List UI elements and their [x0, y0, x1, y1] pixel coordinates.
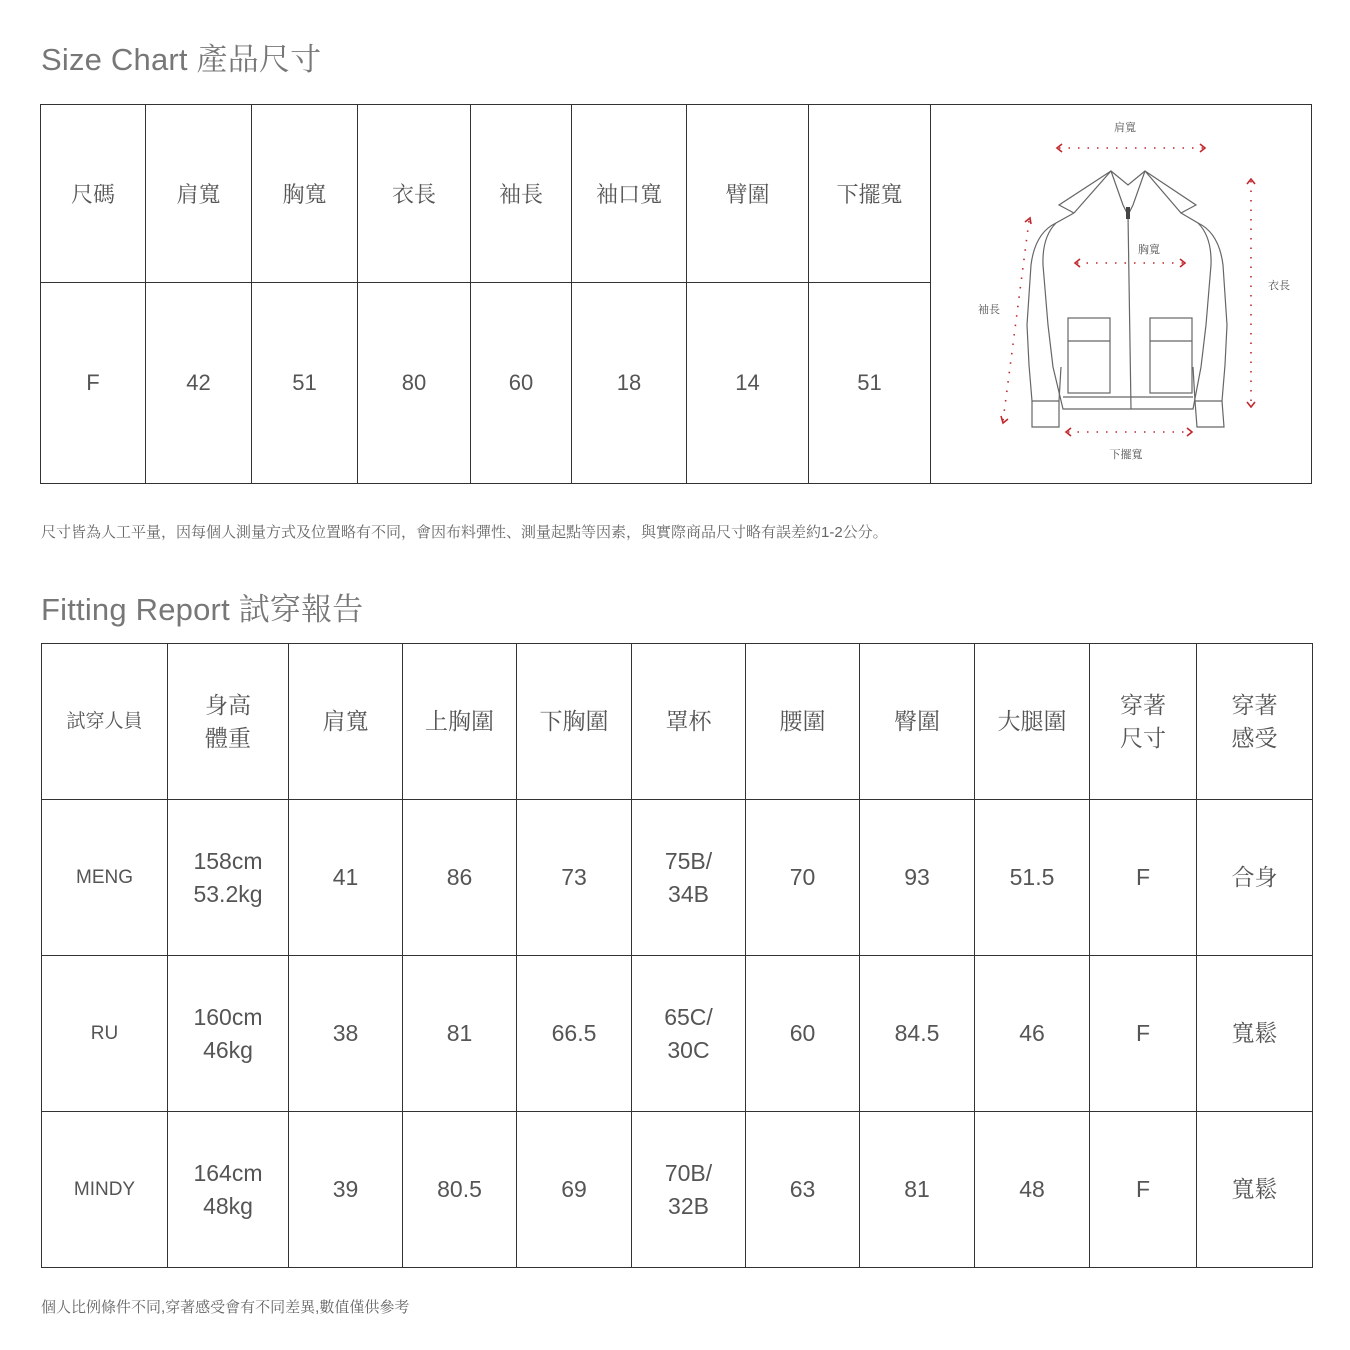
fit-cell: 39: [289, 1112, 403, 1268]
fitting-report-table: [41, 643, 1313, 1268]
fit-body-cell: [168, 800, 289, 956]
fit-cell: 合身: [1197, 800, 1313, 956]
fit-header-text: 感受: [1231, 724, 1278, 751]
fit-cell: 81: [860, 1112, 975, 1268]
fit-cell: 73: [517, 800, 632, 956]
fit-cell: 80.5: [403, 1112, 517, 1268]
size-header-cell: 衣長: [358, 105, 471, 283]
fit-header-row: [42, 644, 1313, 800]
size-header-cell: 袖口寬: [572, 105, 687, 283]
fit-weight: 48kg: [203, 1192, 253, 1219]
fit-weight: 53.2kg: [193, 880, 263, 907]
diagram-label-length: 衣長: [1268, 280, 1290, 292]
fit-height: 158cm: [193, 847, 263, 874]
fit-cell: 38: [289, 956, 403, 1112]
fit-header-text: 試穿人員: [66, 711, 143, 732]
fit-height: 160cm: [193, 1003, 263, 1030]
fit-cell: 84.5: [860, 956, 975, 1112]
fit-header-text: 上胸圍: [425, 708, 494, 734]
fit-row: [42, 1112, 1313, 1268]
size-chart-title: Size Chart 產品尺寸: [41, 42, 322, 77]
fit-header-cell: [632, 644, 746, 800]
fit-header-text: 罩杯: [665, 708, 712, 734]
fit-cell: 63: [746, 1112, 860, 1268]
fit-height: 164cm: [193, 1159, 263, 1186]
fit-header-cell: [746, 644, 860, 800]
fit-cell: 60: [746, 956, 860, 1112]
zipper-pull-icon: [1126, 207, 1130, 219]
fit-cell: 46: [975, 956, 1090, 1112]
fit-header-text: 體重: [205, 724, 251, 751]
size-value-cell: 51: [809, 283, 931, 484]
size-header-cell: 尺碼: [41, 105, 146, 283]
fit-cell: 93: [860, 800, 975, 956]
fit-header-cell: [403, 644, 517, 800]
fit-cup-line: 34B: [668, 880, 709, 907]
fit-cell: 寬鬆: [1197, 956, 1313, 1112]
fit-cup-cell: [632, 1112, 746, 1268]
diagram-label-chest: 胸寬: [1138, 244, 1160, 256]
fit-body-cell: [168, 1112, 289, 1268]
size-header-cell: 臂圍: [687, 105, 809, 283]
fit-cup-line: 70B/: [664, 1159, 713, 1186]
size-header-row: [41, 105, 1312, 283]
fit-header-text: 下胸圍: [539, 708, 609, 734]
size-value-cell: 51: [252, 283, 358, 484]
fit-header-text: 尺寸: [1120, 724, 1166, 751]
fit-header-cell: [1090, 644, 1197, 800]
fit-header-cell: [42, 644, 168, 800]
fit-cup-line: 65C/: [664, 1003, 713, 1030]
size-header-cell: 胸寬: [252, 105, 358, 283]
fit-weight: 46kg: [203, 1036, 253, 1063]
fit-name-cell: MINDY: [42, 1112, 168, 1268]
fit-cell: F: [1090, 800, 1197, 956]
fit-header-text: 臀圍: [894, 708, 940, 734]
fit-header-cell: [289, 644, 403, 800]
fit-header-text: 穿著: [1231, 691, 1278, 718]
fit-row: [42, 956, 1313, 1112]
fit-header-cell: [1197, 644, 1313, 800]
fit-header-text: 腰圍: [779, 708, 826, 734]
fit-name-cell: RU: [42, 956, 168, 1112]
fit-header-cell: [517, 644, 632, 800]
fit-cell: 51.5: [975, 800, 1090, 956]
fit-cell: 寬鬆: [1197, 1112, 1313, 1268]
fit-cup-line: 32B: [668, 1192, 709, 1219]
size-value-cell: 14: [687, 283, 809, 484]
size-header-cell: 袖長: [471, 105, 572, 283]
fit-header-text: 身高: [205, 691, 251, 718]
size-chart-note: 尺寸皆為人工平量，因每個人測量方式及位置略有不同，會因布料彈性、測量起點等因素，與實際商品尺寸略有誤差約1-2公分。: [41, 524, 888, 541]
diagram-label-sleeve: 袖長: [978, 304, 1000, 316]
fit-body-cell: [168, 956, 289, 1112]
fit-cell: F: [1090, 1112, 1197, 1268]
diagram-label-hem: 下擺寬: [1109, 449, 1143, 461]
size-chart-table: [40, 104, 1312, 484]
measurement-arrows: [1001, 144, 1255, 436]
jacket-diagram: [931, 105, 1312, 483]
fit-header-cell: [975, 644, 1090, 800]
size-header-cell: 下擺寬: [809, 105, 931, 283]
size-value-cell: 80: [358, 283, 471, 484]
size-value-cell: F: [41, 283, 146, 484]
fit-cup-cell: [632, 800, 746, 956]
fitting-report-title: Fitting Report 試穿報告: [41, 592, 364, 627]
fit-cell: F: [1090, 956, 1197, 1112]
fit-cell: 69: [517, 1112, 632, 1268]
fit-header-text: 肩寬: [322, 708, 369, 734]
fit-header-cell: [860, 644, 975, 800]
fit-cell: 81: [403, 956, 517, 1112]
size-header-cell: 肩寬: [146, 105, 252, 283]
fit-header-text: 穿著: [1120, 691, 1166, 718]
fit-cell: 48: [975, 1112, 1090, 1268]
fit-header-cell: [168, 644, 289, 800]
jacket-diagram-cell: [931, 105, 1312, 484]
fit-header-text: 大腿圍: [997, 708, 1067, 734]
fit-cup-cell: [632, 956, 746, 1112]
fit-cell: 86: [403, 800, 517, 956]
fit-cell: 41: [289, 800, 403, 956]
fitting-report-note: 個人比例條件不同,穿著感受會有不同差異,數值僅供參考: [41, 1299, 410, 1316]
size-value-cell: 42: [146, 283, 252, 484]
fit-row: [42, 800, 1313, 956]
fit-cell: 70: [746, 800, 860, 956]
fit-cup-line: 30C: [667, 1036, 710, 1063]
fit-name-cell: MENG: [42, 800, 168, 956]
size-value-cell: 60: [471, 283, 572, 484]
size-value-cell: 18: [572, 283, 687, 484]
fit-cup-line: 75B/: [664, 847, 713, 874]
diagram-label-shoulder: 肩寬: [1114, 122, 1136, 134]
fit-cell: 66.5: [517, 956, 632, 1112]
